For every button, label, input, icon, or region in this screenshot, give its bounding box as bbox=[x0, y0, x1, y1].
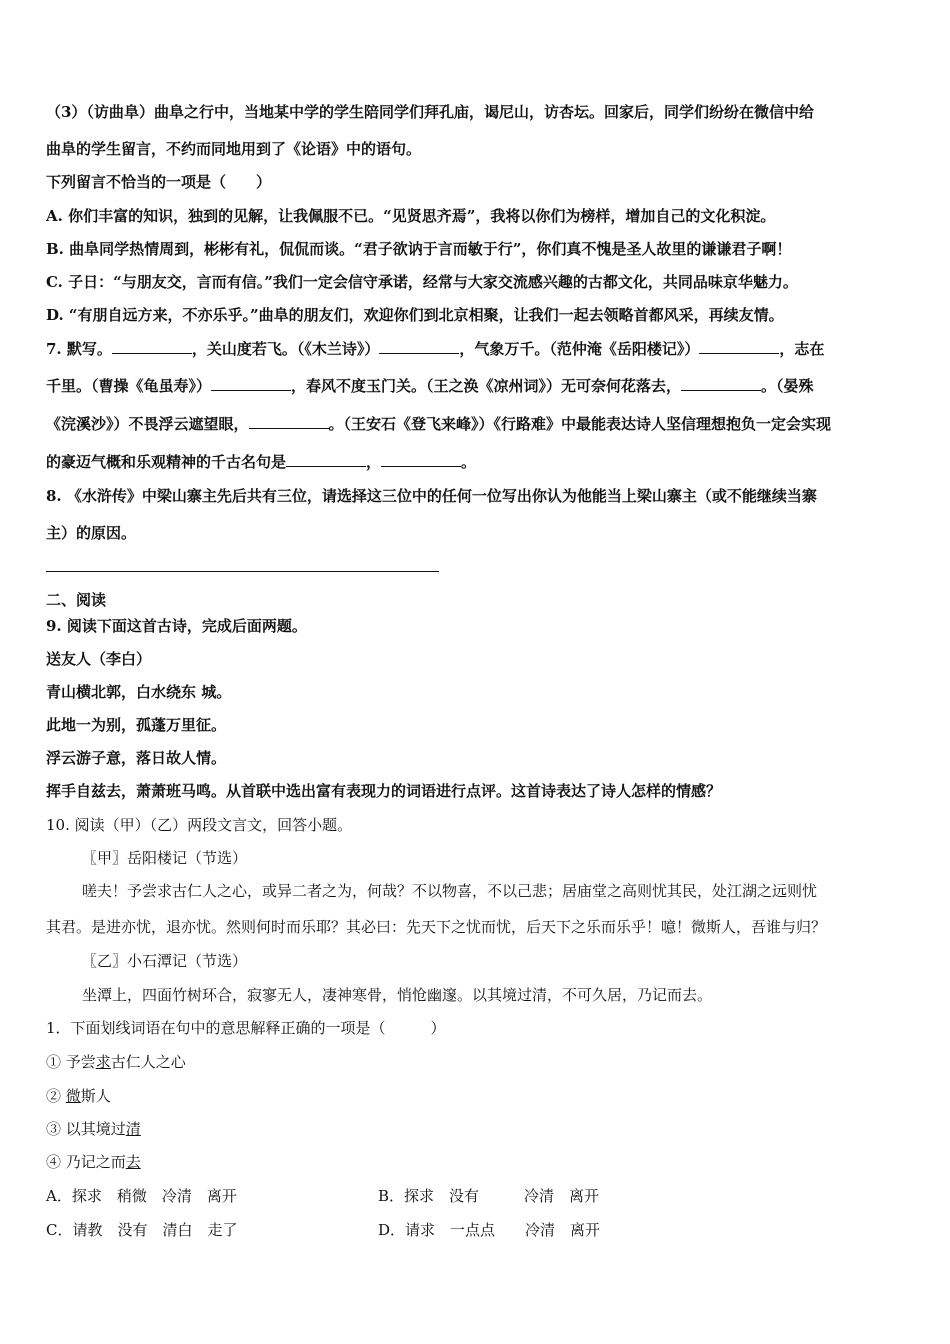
q7-blank-7[interactable] bbox=[286, 452, 366, 467]
q7-text: 。 bbox=[461, 453, 477, 471]
q6-option-d: D. “有朋自远方来，不亦乐乎。”曲阜的朋友们，欢迎你们到北京相聚，让我们一起去领略首都风采，再续友情。 bbox=[46, 306, 784, 324]
q7-blank-6[interactable] bbox=[249, 414, 329, 429]
underlined-word: 清 bbox=[125, 1120, 141, 1138]
q7-blank-1[interactable] bbox=[112, 339, 192, 354]
section-heading: 二、阅读 bbox=[46, 591, 107, 609]
item-4 bbox=[46, 1152, 141, 1172]
q6-option-b: B. 曲阜同学热情周到，彬彬有礼，侃侃而谈。“君子欲讷于言而敏于行”，你们真不愧是圣人故里的谦谦君子啊！ bbox=[46, 240, 792, 258]
q7-text: ， bbox=[366, 453, 382, 471]
jia-text-1: 嗟夫！予尝求古仁人之心，或异二者之为，何哉？不以物喜，不以己悲；居庙堂之高则忧其民，处江湖之远则忧 bbox=[82, 882, 818, 900]
item-text: 古仁人之心 bbox=[110, 1053, 186, 1071]
q8-line-1: 8. 《水浒传》中梁山寨主先后共有三位，请选择这三位中的任何一位写出你认为他能当上梁山寨主（或不能继续当寨 bbox=[46, 487, 817, 505]
q7-text: ，春风不度玉门关。（王之涣《凉州词》）无可奈何花落去， bbox=[291, 377, 682, 395]
jia-text-2: 其君。是进亦忧，退亦忧。然则何时而乐耶？其必曰：先天下之忧而忧，后天下之乐而乐乎！噫！微斯人，吾谁与归？ bbox=[46, 918, 827, 936]
item-text: ③ 以其境过 bbox=[46, 1120, 126, 1138]
q7-text: 的豪迈气概和乐观精神的千古名句是 bbox=[46, 453, 287, 471]
q7-blank-2[interactable] bbox=[379, 339, 459, 354]
q7-text: 《浣溪沙》）不畏浮云遮望眼， bbox=[46, 415, 249, 433]
q7-line-2 bbox=[46, 376, 814, 396]
q8-line-2: 主）的原因。 bbox=[46, 524, 137, 542]
q7-line-4 bbox=[46, 452, 476, 472]
q10-option-b[interactable]: B．探求 没有 冷清 离开 bbox=[378, 1187, 600, 1205]
item-text: ② bbox=[46, 1087, 66, 1105]
answer-line[interactable] bbox=[46, 571, 439, 572]
underlined-word: 求 bbox=[95, 1053, 111, 1071]
item-1 bbox=[46, 1052, 186, 1072]
q7-line-3 bbox=[46, 414, 831, 434]
q6-line-2: 曲阜的学生留言，不约而同地用到了《论语》中的语句。 bbox=[46, 140, 422, 158]
q7-text: ，志在 bbox=[779, 340, 825, 358]
q7-blank-3[interactable] bbox=[699, 339, 779, 354]
q10-intro: 10. 阅读（甲）（乙）两段文言文，回答小题。 bbox=[46, 816, 353, 834]
q6-option-c: C. 子日：“与朋友交，言而有信。”我们一定会信守承诺，经常与大家交流感兴趣的古都文化，共同品味京华魅力。 bbox=[46, 273, 798, 291]
yi-text-1: 坐潭上，四面竹树环合，寂寥无人，凄神寒骨，悄怆幽邃。以其境过清，不可久居，乃记而去。 bbox=[82, 986, 713, 1004]
q7-blank-4[interactable] bbox=[211, 376, 291, 391]
q7-text: 。（晏殊 bbox=[761, 377, 814, 395]
q7-text: ，气象万千。（范仲淹《岳阳楼记》） bbox=[459, 340, 700, 358]
poem-verse-3: 浮云游子意，落日故人情。 bbox=[46, 749, 227, 767]
q6-option-a: A. 你们丰富的知识，独到的见解，让我佩服不已。“见贤思齐焉”，我将以你们为榜样，增加自己的文化积淀。 bbox=[46, 207, 776, 225]
underlined-word: 微 bbox=[65, 1087, 81, 1105]
item-text: ④ 乃记之而 bbox=[46, 1153, 126, 1171]
q7-line-1 bbox=[46, 339, 824, 359]
q7-blank-8[interactable] bbox=[381, 452, 461, 467]
q10-option-d[interactable]: D．请求 一点点 冷清 离开 bbox=[378, 1221, 601, 1239]
q7-text: 千里。（曹操《龟虽寿》） bbox=[46, 377, 212, 395]
q10-option-c[interactable]: C．请教 没有 清白 走了 bbox=[46, 1221, 238, 1239]
underlined-word: 去 bbox=[125, 1153, 141, 1171]
q7-text: ，关山度若飞。（《木兰诗》） bbox=[191, 340, 380, 358]
poem-verse-4: 挥手自兹去，萧萧班马鸣。从首联中选出富有表现力的词语进行点评。这首诗表达了诗人怎样的情感？ bbox=[46, 782, 722, 800]
q9-intro: 9. 阅读下面这首古诗，完成后面两题。 bbox=[46, 617, 307, 635]
yi-title: 〖乙〗小石潭记（节选） bbox=[82, 952, 248, 970]
q6-prompt: 下列留言不恰当的一项是（ ） bbox=[46, 173, 272, 191]
item-text: ① 予尝 bbox=[46, 1053, 96, 1071]
item-text: 斯人 bbox=[80, 1087, 111, 1105]
item-3 bbox=[46, 1119, 141, 1139]
q7-text: 。（王安石《登飞来峰》）《行路难》中最能表达诗人坚信理想抱负一定会实现 bbox=[328, 415, 832, 433]
sub-question-1: 1．下面划线词语在句中的意思解释正确的一项是（ ） bbox=[46, 1019, 446, 1037]
jia-title: 〖甲〗岳阳楼记（节选） bbox=[82, 849, 248, 867]
q7-blank-5[interactable] bbox=[681, 376, 761, 391]
poem-title: 送友人（李白） bbox=[46, 650, 152, 668]
q6-line-1: （3）（访曲阜）曲阜之行中，当地某中学的学生陪同学们拜孔庙，谒尼山，访杏坛。回家后，同学们纷纷在微信中给 bbox=[46, 103, 814, 121]
q7-label: 7. 默写。 bbox=[46, 340, 112, 358]
item-2 bbox=[46, 1086, 111, 1106]
q10-option-a[interactable]: A．探求 稍微 冷清 离开 bbox=[46, 1187, 237, 1205]
poem-verse-2: 此地一为别，孤蓬万里征。 bbox=[46, 716, 227, 734]
poem-verse-1: 青山横北郭，白水绕东 城。 bbox=[46, 683, 232, 701]
